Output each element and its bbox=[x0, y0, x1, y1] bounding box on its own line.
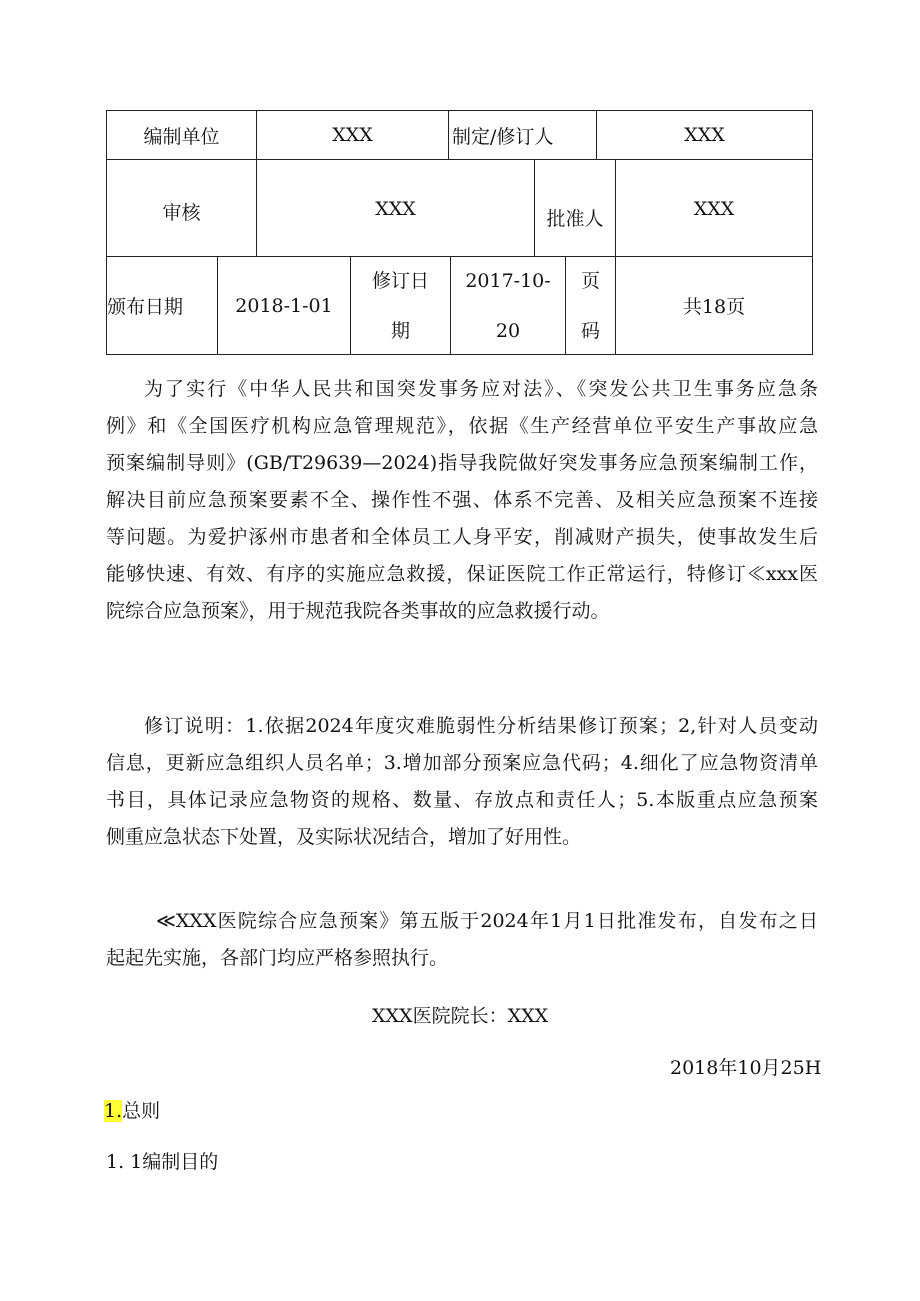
review-label: 审核 bbox=[162, 202, 201, 224]
release-paragraph bbox=[106, 903, 818, 977]
section-heading bbox=[104, 1096, 160, 1123]
revise-date-label bbox=[351, 257, 450, 354]
issue-date-label: 颁布日期 bbox=[107, 296, 184, 318]
revise-date-label-line2: 期 bbox=[390, 319, 410, 342]
reviser-label: 制定/修订人 bbox=[452, 125, 554, 148]
reviser-value: XXX bbox=[684, 124, 725, 146]
approver-label: 批准人 bbox=[546, 208, 604, 230]
unit-label: 编制单位 bbox=[143, 125, 220, 148]
page-label-line1: 页 bbox=[580, 269, 600, 292]
issue-date-value: 2018-1-01 bbox=[235, 294, 333, 317]
intro-line: 院综合应急预案》，用于规范我院各类事故的应急救援行动。 bbox=[106, 600, 610, 622]
intro-line: 例》和《全国医疗机构应急管理规范》，依据《生产经营单位平安生产事故应急 bbox=[106, 415, 818, 437]
revise-date-value bbox=[451, 257, 565, 354]
release-line: ≪XXX医院综合应急预案》第五版于2024年1月1日批准发布，自发布之日 bbox=[156, 910, 818, 932]
revision-line: 修订说明：1.依据2024年度灾难脆弱性分析结果修订预案；2,针对人员变动 bbox=[144, 715, 818, 737]
revise-date-label-line1: 修订日 bbox=[371, 269, 429, 292]
release-line: 起起先实施，各部门均应严格参照执行。 bbox=[106, 947, 449, 969]
intro-line: 为了实行《中华人民共和国突发事务应对法》、《突发公共卫生事务应急条 bbox=[144, 378, 818, 400]
subsection-heading: 1. 1编制目的 bbox=[106, 1151, 219, 1173]
review-value: XXX bbox=[375, 198, 416, 220]
page-label bbox=[566, 257, 615, 354]
approver-value: XXX bbox=[693, 198, 735, 220]
page-count: 共18页 bbox=[682, 296, 746, 318]
signature: XXX医院院长：XXX bbox=[372, 1005, 549, 1027]
revise-date-value-line1: 2017-10- bbox=[465, 269, 551, 292]
section-title: 总则 bbox=[122, 1100, 161, 1122]
intro-paragraph bbox=[106, 371, 818, 630]
page-label-line2: 码 bbox=[580, 319, 600, 342]
section-number: 1. bbox=[104, 1100, 123, 1122]
intro-line: 能够快速、有效、有序的实施应急救援，保证医院工作正常运行，特修订≪xxx医 bbox=[106, 563, 818, 585]
document-date: 2018年10月25H bbox=[670, 1057, 822, 1079]
revision-line: 信息，更新应急组织人员名单；3.增加部分预案应急代码；4.细化了应急物资清单 bbox=[106, 752, 818, 774]
revision-line: 书目，具体记录应急物资的规格、数量、存放点和责任人；5.本版重点应急预案 bbox=[106, 789, 818, 811]
revise-date-value-line2: 20 bbox=[495, 319, 521, 342]
unit-value: XXX bbox=[332, 124, 373, 146]
intro-line: 预案编制导则》(GB/T29639—2024)指导我院做好突发事务应急预案编制工作， bbox=[106, 452, 818, 474]
intro-line: 等问题。为爱护涿州市患者和全体员工人身平安，削减财产损失，使事故发生后 bbox=[106, 526, 818, 548]
revision-line: 侧重应急状态下处置，及实际状况结合，增加了好用性。 bbox=[106, 826, 582, 848]
intro-line: 解决目前应急预案要素不全、操作性不强、体系不完善、及相关应急预案不连接 bbox=[106, 489, 818, 511]
revision-notes-paragraph bbox=[106, 708, 818, 856]
